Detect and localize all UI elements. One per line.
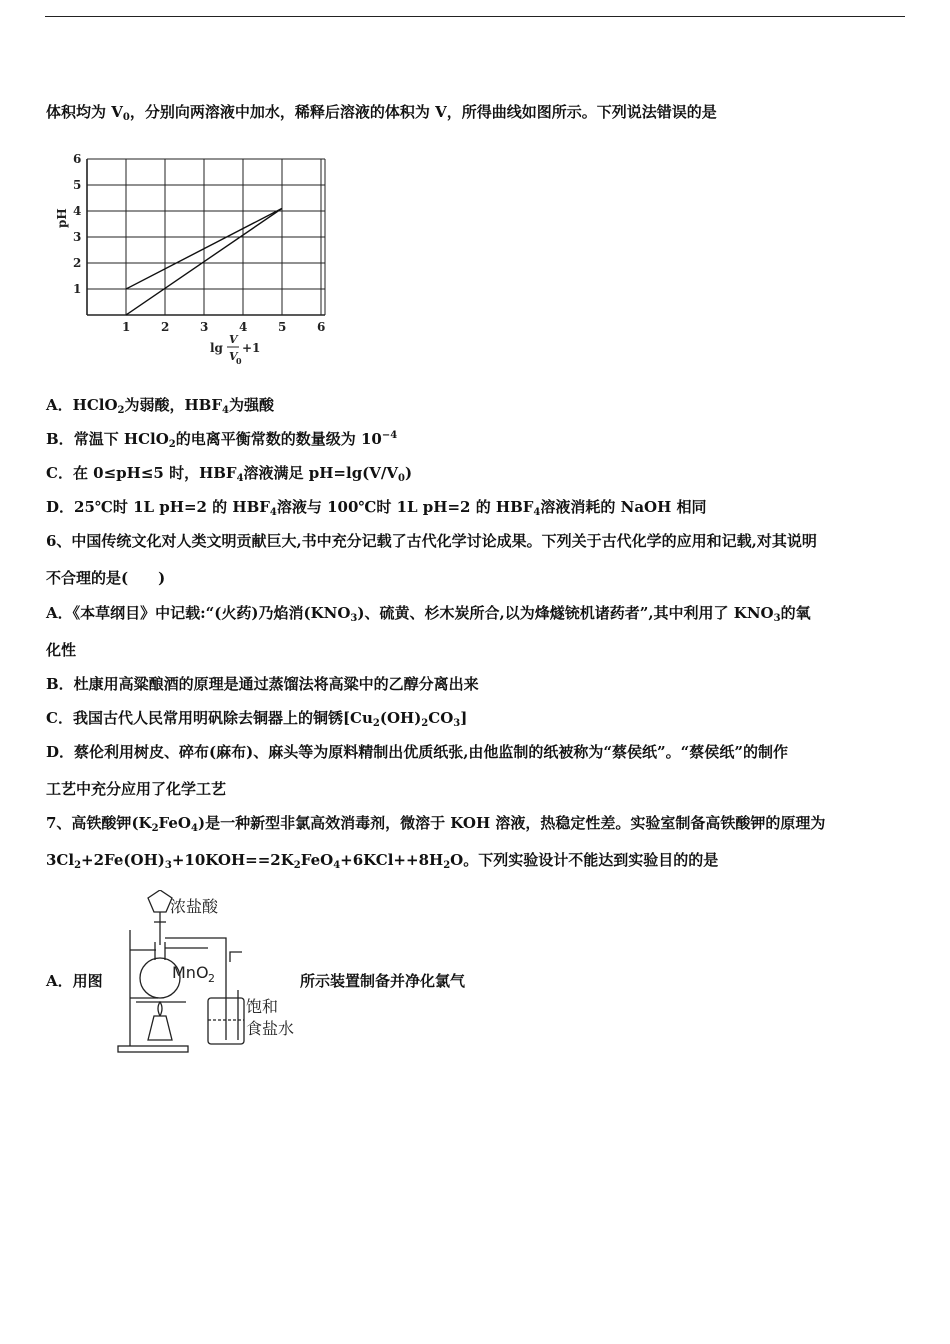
- x-axis-label-suffix: +1: [242, 341, 261, 355]
- option-6c: C．我国古代人民常用明矾除去铜器上的铜锈$[Cu_2(OH)_2CO_3]$: [46, 709, 468, 729]
- apparatus-label-brine-line1: 饱和: [246, 997, 279, 1016]
- y-tick-label: 5: [73, 178, 82, 192]
- apparatus-label-acid: 浓盐酸: [170, 897, 219, 916]
- question-intro: 体积均为 $V_0$，分别向两溶液中加水，稀释后溶液的体积为 V，所得曲线如图所示。下列说法错误的是: [46, 103, 717, 123]
- option-6d-cont: 工艺中充分应用了化学工艺: [46, 780, 227, 798]
- option-6a-cont: 化性: [46, 641, 77, 659]
- x-tick-label: 3: [200, 320, 209, 334]
- x-axis-label: [210, 333, 260, 366]
- apparatus-label-oxidant: MnO: [172, 963, 209, 982]
- x-tick-label: 4: [239, 320, 248, 334]
- y-tick-label: 3: [73, 230, 82, 244]
- option-7a-prefix: A．用图: [46, 972, 103, 990]
- option-5d: D．25℃时 1L pH=2 的 $HBF_4$溶液与 100℃时 1L pH=2 的 $HBF_4$溶液消耗的 NaOH 相同: [46, 498, 707, 518]
- chart-ticks: [73, 152, 325, 334]
- y-tick-label: 6: [73, 152, 82, 166]
- question-7-stem-line2: $3Cl_2+2Fe(OH)_3+10KOH==2K_2FeO_4+6KCl++8H_2O$。下列实验设计不能达到实验目的的是: [46, 851, 719, 871]
- y-tick-label: 2: [73, 256, 82, 270]
- option-5b: B．常温下 HClO$_2$的电离平衡常数的数量级为 $10^{-4}$: [46, 430, 398, 450]
- y-tick-label: 1: [73, 282, 82, 296]
- option-6b: B．杜康用高粱酿酒的原理是通过蒸馏法将高粱中的乙醇分离出来: [46, 675, 479, 693]
- question-6-stem-line2: 不合理的是( ): [46, 569, 166, 587]
- chlorine-apparatus-diagram: [108, 890, 308, 1060]
- x-axis-label-den: V: [229, 350, 238, 363]
- option-5c: C．在 0≤pH≤5 时，$HBF_4$溶液满足 $pH=\lg(V/V_0)$: [46, 464, 413, 484]
- ph-dilution-chart: [50, 140, 380, 375]
- question-7-stem-line1: 7、高铁酸钾$(K_2FeO_4)$是一种新型非氯高效消毒剂，微溶于 KOH 溶液，热稳定性差。实验室制备高铁酸钾的原理为: [46, 814, 826, 834]
- chart-grid: [87, 159, 325, 315]
- question-6-stem-line1: 6、中国传统文化对人类文明贡献巨大,书中充分记载了古代化学讨论成果。下列关于古代化学的应用和记载,对其说明: [46, 532, 817, 550]
- x-axis-label-den-sub: 0: [236, 356, 242, 366]
- y-axis-label: pH: [55, 208, 69, 228]
- top-rule: [45, 16, 905, 17]
- x-tick-label: 6: [317, 320, 326, 334]
- x-tick-label: 1: [122, 320, 131, 334]
- option-6a: A．《本草纲目》中记载:“(火药)乃焰消$(KNO_3)$、硫黄、杉木炭所合,以为烽燧铳机诸药者”,其中利用了 $KNO_3$的氧: [46, 604, 811, 624]
- x-tick-label: 2: [161, 320, 170, 334]
- x-tick-label: 5: [278, 320, 287, 334]
- y-tick-label: 4: [73, 204, 82, 218]
- apparatus-label-brine-line2: 食盐水: [246, 1019, 295, 1038]
- x-axis-label-num: V: [229, 333, 238, 346]
- option-7a-suffix: 所示装置制备并净化氯气: [300, 972, 466, 990]
- option-5a: A．HClO$_2$为弱酸，$HBF_4$为强酸: [46, 396, 274, 416]
- x-axis-label-prefix: lg: [210, 341, 223, 355]
- apparatus-label-oxidant-sub: 2: [208, 972, 215, 985]
- option-6d: D．蔡伦利用树皮、碎布(麻布)、麻头等为原料精制出优质纸张,由他监制的纸被称为“蔡侯纸”。“蔡侯纸”的制作: [46, 743, 788, 761]
